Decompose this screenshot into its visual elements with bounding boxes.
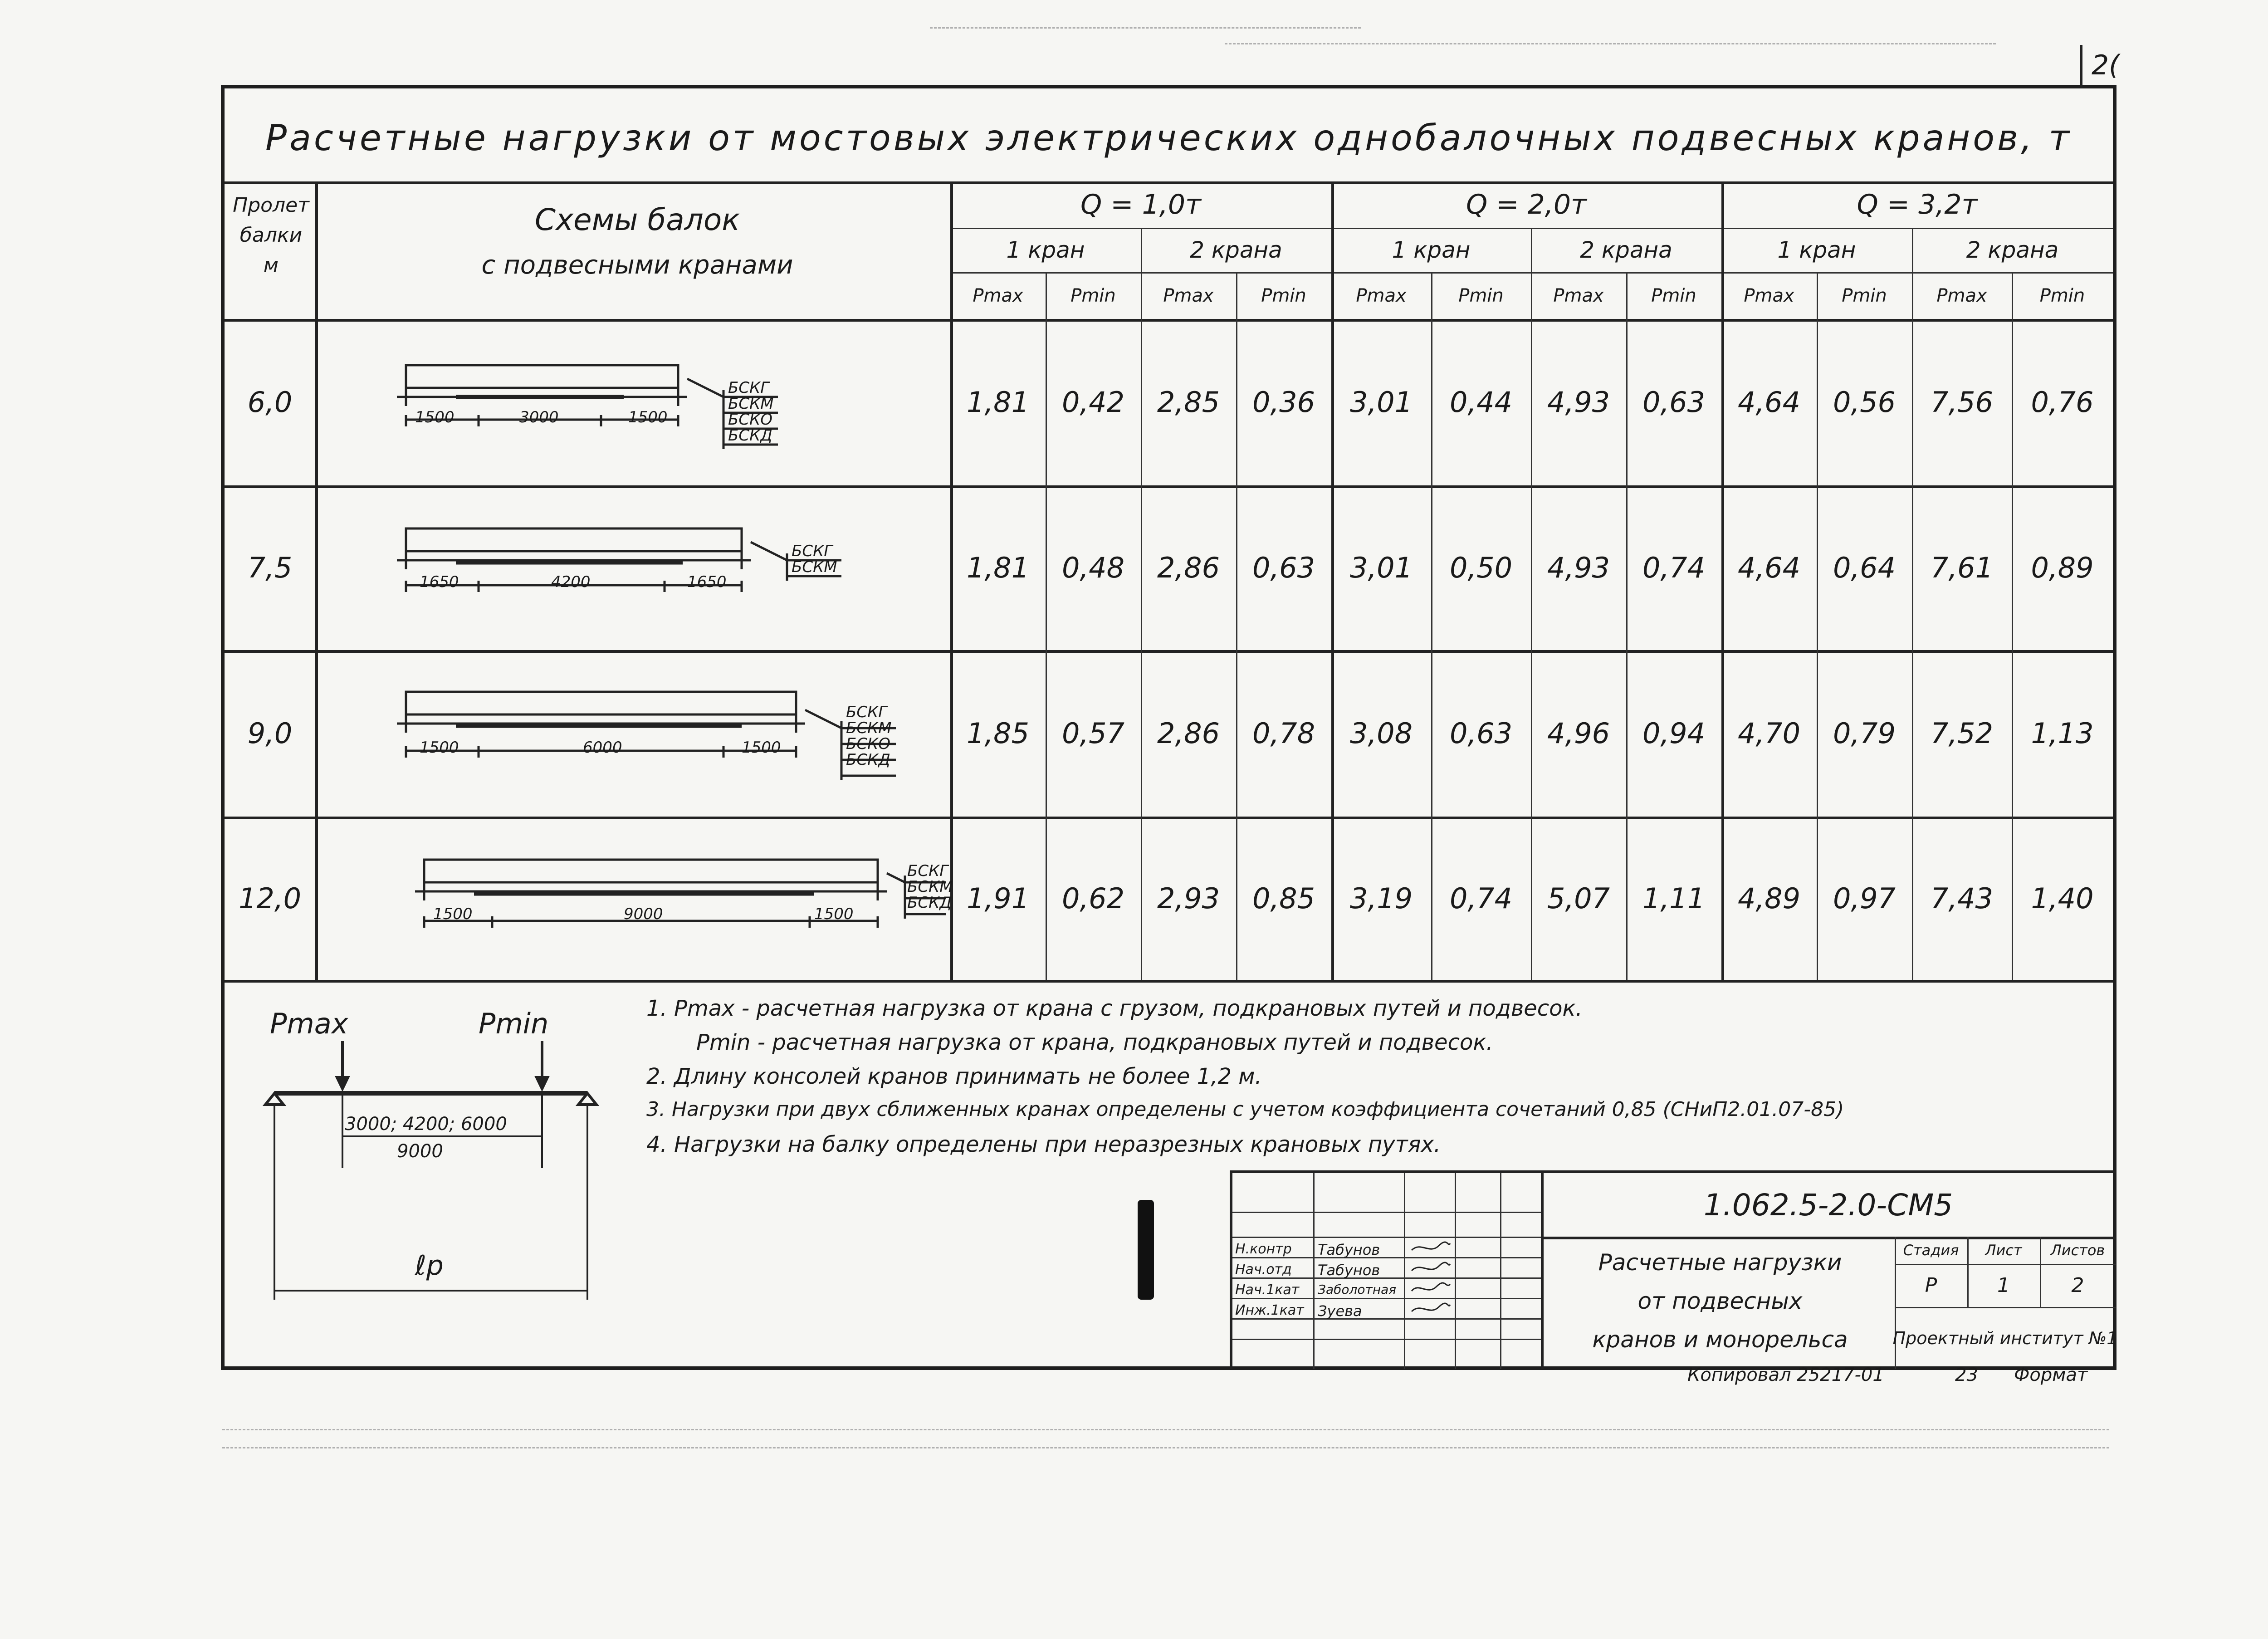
beam-label: БСКГ	[907, 862, 948, 880]
column-header: Pmin	[2039, 285, 2085, 306]
value-cell: 0,79	[1833, 717, 1896, 750]
value-cell: 4,96	[1547, 717, 1610, 750]
dim-label: 1500	[420, 739, 459, 757]
dim-label: 1650	[687, 573, 727, 591]
value-cell: 0,42	[1061, 386, 1125, 419]
crane-count-header: 2 крана	[1190, 237, 1282, 263]
pmax-label: Pmax	[270, 1007, 348, 1040]
schemes-header-line: Схемы балок	[534, 202, 740, 237]
dim-label: 1500	[742, 739, 781, 757]
scan-mark	[930, 27, 1361, 29]
value-cell: 7,52	[1930, 717, 1994, 750]
page-title: Расчетные нагрузки от мостовых электрических однобалочных подвесных кранов, т	[265, 118, 2072, 159]
dim-label: 1500	[433, 905, 473, 923]
dim-label: 1500	[415, 408, 455, 426]
pmin-label: Pmin	[479, 1007, 549, 1040]
lp-label: ℓр	[415, 1250, 444, 1282]
value-cell: 4,93	[1547, 551, 1610, 584]
schemes-header-line: с подвесными кранами	[481, 250, 793, 280]
beam-label: БСКД	[846, 751, 890, 769]
column-header: Pmax	[1553, 285, 1604, 306]
beam-scheme	[406, 837, 950, 955]
beam-label: БСКГ	[792, 542, 833, 560]
dim-label: 4200	[551, 573, 591, 591]
value-cell: 2,86	[1157, 717, 1220, 750]
value-cell: 1,13	[2031, 717, 2094, 750]
span-header-line: балки	[240, 224, 303, 247]
value-cell: 0,78	[1252, 717, 1315, 750]
span-value: 12,0	[238, 881, 302, 915]
column-header: Pmax	[1936, 285, 1987, 306]
value-cell: 3,19	[1349, 881, 1413, 915]
stage-label: Стадия	[1903, 1242, 1959, 1259]
value-cell: 1,91	[966, 881, 1030, 915]
value-cell: 0,97	[1833, 881, 1896, 915]
stage-value: Р	[1925, 1274, 1937, 1297]
column-header: Pmin	[1261, 285, 1306, 306]
stamp-role: Нач.отд	[1235, 1262, 1292, 1277]
note-line: 2. Длину консолей кранов принимать не более 1,2 м.	[646, 1064, 1262, 1089]
crane-count-header: 2 крана	[1580, 237, 1672, 263]
beam-label: БСКО	[846, 735, 890, 753]
value-cell: 2,86	[1157, 551, 1220, 584]
span-header	[229, 191, 313, 280]
value-cell: 4,64	[1737, 551, 1801, 584]
note-line: 3. Нагрузки при двух сближенных кранах определены с учетом коэффициента сочетаний 0,85 (СНиП2.01.07-85)	[646, 1098, 1844, 1121]
stamp-role: Н.контр	[1235, 1241, 1292, 1257]
column-header: Pmax	[1356, 285, 1407, 306]
stamp-line	[1232, 1318, 1541, 1320]
crane-count-header: 1 кран	[1006, 237, 1085, 263]
column-header: Pmax	[1744, 285, 1794, 306]
scan-mark	[222, 1429, 2109, 1430]
sheet-title	[1545, 1243, 1895, 1359]
value-cell: 4,89	[1737, 881, 1801, 915]
value-cell: 0,62	[1061, 881, 1125, 915]
span-values-label: 9000	[397, 1141, 443, 1162]
stamp-line	[1232, 1277, 1541, 1279]
stamp-name: Заболотная	[1318, 1282, 1397, 1297]
col-line	[315, 181, 318, 980]
format-number: 23	[1955, 1365, 1978, 1385]
table-bottom	[225, 980, 2113, 983]
beam-label: БСКМ	[728, 395, 774, 413]
value-cell: 0,56	[1833, 386, 1896, 419]
value-cell: 7,56	[1930, 386, 1994, 419]
span-header-line: м	[263, 254, 279, 277]
span-value: 9,0	[247, 717, 293, 750]
value-cell: 0,36	[1252, 386, 1315, 419]
schemes-header	[342, 197, 932, 288]
dim-label: 1500	[628, 408, 668, 426]
signature-marks	[1407, 1239, 1452, 1321]
format-label: Формат	[2014, 1365, 2088, 1385]
value-cell: 0,89	[2031, 551, 2094, 584]
dim-label: 1650	[420, 573, 459, 591]
column-header: Pmax	[973, 285, 1023, 306]
sheet-label: Лист	[1985, 1242, 2022, 1259]
stamp-name: Табунов	[1318, 1262, 1380, 1279]
value-cell: 0,63	[1252, 551, 1315, 584]
value-cell: 3,01	[1349, 551, 1413, 584]
value-cell: 1,40	[2031, 881, 2094, 915]
stamp-role: Нач.1кат	[1235, 1282, 1300, 1298]
beam-label: БСКД	[728, 426, 772, 445]
beam-label: БСКД	[907, 894, 952, 912]
value-cell: 0,57	[1061, 717, 1125, 750]
capacity-header: Q = 2,0т	[1466, 189, 1587, 220]
column-header: Pmin	[1842, 285, 1887, 306]
value-cell: 0,50	[1449, 551, 1513, 584]
value-cell: 5,07	[1547, 881, 1610, 915]
dim-label: 6000	[583, 739, 622, 757]
sheet-title-line: кранов и монорельса	[1592, 1326, 1848, 1353]
crane-count-header: 2 крана	[1966, 237, 2059, 263]
value-cell: 3,01	[1349, 386, 1413, 419]
value-cell: 7,61	[1930, 551, 1994, 584]
stamp-line	[1232, 1237, 1541, 1238]
value-cell: 3,08	[1349, 717, 1413, 750]
value-cell: 0,74	[1642, 551, 1706, 584]
beam-label: БСКО	[728, 411, 772, 429]
sheet-value: 1	[1997, 1274, 2010, 1297]
dim-label: 3000	[519, 408, 559, 426]
column-header: Pmin	[1070, 285, 1116, 306]
crane-count-header: 1 кран	[1392, 237, 1471, 263]
title-block	[1230, 1170, 2116, 1369]
value-cell: 1,11	[1642, 881, 1706, 915]
value-cell: 4,64	[1737, 386, 1801, 419]
column-header: Pmin	[1458, 285, 1504, 306]
stamp-name: Табунов	[1318, 1241, 1380, 1258]
dim-label: 1500	[814, 905, 854, 923]
scan-mark	[222, 1447, 2109, 1448]
stamp-line	[1232, 1212, 1541, 1213]
note-line: 4. Нагрузки на балку определены при неразрезных крановых путях.	[646, 1132, 1441, 1157]
value-cell: 0,74	[1449, 881, 1513, 915]
value-cell: 4,70	[1737, 717, 1801, 750]
page-number-box	[2080, 45, 2123, 88]
value-cell: 0,76	[2031, 386, 2094, 419]
stamp-line	[1232, 1257, 1541, 1258]
value-cell: 1,85	[966, 717, 1030, 750]
value-cell: 0,44	[1449, 386, 1513, 419]
stamp-line	[1232, 1339, 1541, 1340]
value-cell: 1,81	[966, 386, 1030, 419]
beam-scheme	[388, 342, 864, 460]
capacity-header: Q = 1,0т	[1080, 189, 1201, 220]
value-cell: 0,48	[1061, 551, 1125, 584]
sheet-title-line: от подвесных	[1637, 1288, 1803, 1314]
column-header: Pmax	[1163, 285, 1214, 306]
stamp-line	[1232, 1298, 1541, 1299]
beam-label: БСКМ	[907, 878, 953, 896]
drawing-sheet	[221, 49, 2120, 1370]
dim-label: 9000	[624, 905, 663, 923]
value-cell: 0,85	[1252, 881, 1315, 915]
sheets-label: Листов	[2050, 1242, 2105, 1259]
span-value: 7,5	[247, 551, 293, 584]
stamp-name: Зуева	[1318, 1302, 1362, 1320]
beam-label: БСКГ	[846, 703, 887, 721]
value-cell: 1,81	[966, 551, 1030, 584]
capacity-header: Q = 3,2т	[1857, 189, 1978, 220]
value-cell: 0,63	[1449, 717, 1513, 750]
span-header-line: Пролет	[233, 194, 309, 217]
beam-label: БСКМ	[792, 558, 837, 576]
value-cell: 0,63	[1642, 386, 1706, 419]
beam-label: БСКМ	[846, 719, 892, 737]
sheets-value: 2	[2071, 1274, 2084, 1297]
crane-count-header: 1 кран	[1777, 237, 1856, 263]
note-line: 1. Pmax - расчетная нагрузка от крана с грузом, подкрановых путей и подвесок.	[646, 996, 1583, 1021]
span-value: 6,0	[247, 386, 293, 419]
page-number: 2(	[2092, 49, 2120, 81]
value-cell: 7,43	[1930, 881, 1994, 915]
beam-scheme	[388, 669, 909, 796]
sheet-title-line: Расчетные нагрузки	[1598, 1249, 1842, 1276]
scan-mark	[1138, 1200, 1154, 1300]
value-cell: 2,93	[1157, 881, 1220, 915]
document-code: 1.062.5-2.0-СМ5	[1703, 1187, 1953, 1223]
copied-label: Копировал 25217-01	[1687, 1365, 1884, 1385]
stamp-role: Инж.1кат	[1235, 1302, 1304, 1318]
organization: Проектный институт №1	[1892, 1328, 2118, 1348]
scan-mark	[1225, 43, 1996, 44]
note-line: Pmin - расчетная нагрузка от крана, подкрановых путей и подвесок.	[696, 1030, 1493, 1055]
value-cell: 2,85	[1157, 386, 1220, 419]
value-cell: 4,93	[1547, 386, 1610, 419]
span-values-label: 3000; 4200; 6000	[345, 1114, 507, 1135]
beam-label: БСКГ	[728, 379, 769, 397]
column-header: Pmin	[1651, 285, 1696, 306]
value-cell: 0,94	[1642, 717, 1706, 750]
value-cell: 0,64	[1833, 551, 1896, 584]
